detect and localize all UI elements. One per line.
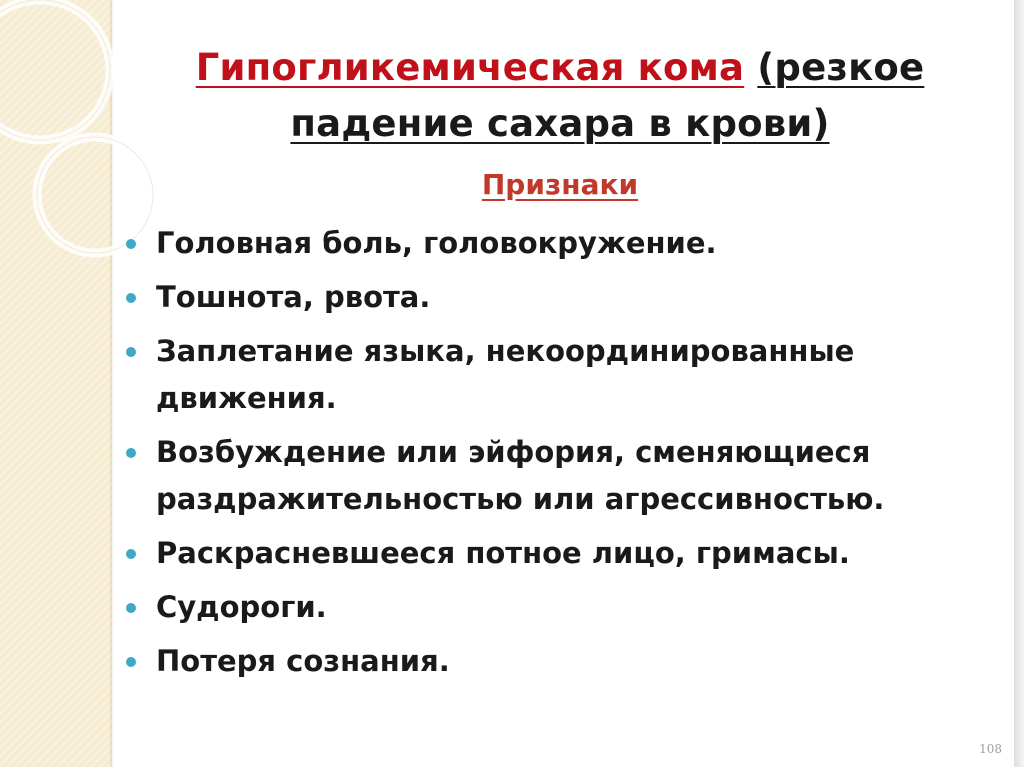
page-number: 108 — [979, 742, 1002, 756]
dot-bullet-icon — [126, 293, 136, 303]
list-item — [122, 328, 982, 422]
dot-bullet-icon — [126, 549, 136, 559]
list-item — [122, 584, 982, 631]
list-item — [122, 220, 982, 267]
list-item — [122, 429, 982, 523]
title-paren-start: (резкое — [757, 46, 925, 89]
dot-bullet-icon — [126, 347, 136, 357]
list-item-text: Потеря сознания. — [156, 644, 450, 678]
list-item — [122, 530, 982, 577]
dot-bullet-icon — [126, 448, 136, 458]
list-item-text: Раскрасневшееся потное лицо, гримасы. — [156, 536, 850, 570]
list-item — [122, 274, 982, 321]
list-item-text: Головная боль, головокружение. — [156, 226, 717, 260]
dot-bullet-icon — [126, 657, 136, 667]
dot-bullet-icon — [126, 239, 136, 249]
slide-title — [150, 40, 970, 152]
list-item-text: Заплетание языка, некоординированные движения. — [156, 334, 855, 415]
list-item-text: Тошнота, рвота. — [156, 280, 431, 314]
title-main: Гипогликемическая кома — [195, 46, 745, 89]
list-item-text: Возбуждение или эйфория, сменяющиеся раздражительностью или агрессивностью. — [156, 435, 885, 516]
list-item-text: Судороги. — [156, 590, 327, 624]
title-line-2: падение сахара в крови) — [290, 102, 830, 145]
signs-list — [122, 220, 982, 692]
list-item — [122, 638, 982, 685]
subtitle-signs: Признаки — [481, 168, 639, 201]
right-frame-edge — [1014, 0, 1024, 767]
dot-bullet-icon — [126, 603, 136, 613]
